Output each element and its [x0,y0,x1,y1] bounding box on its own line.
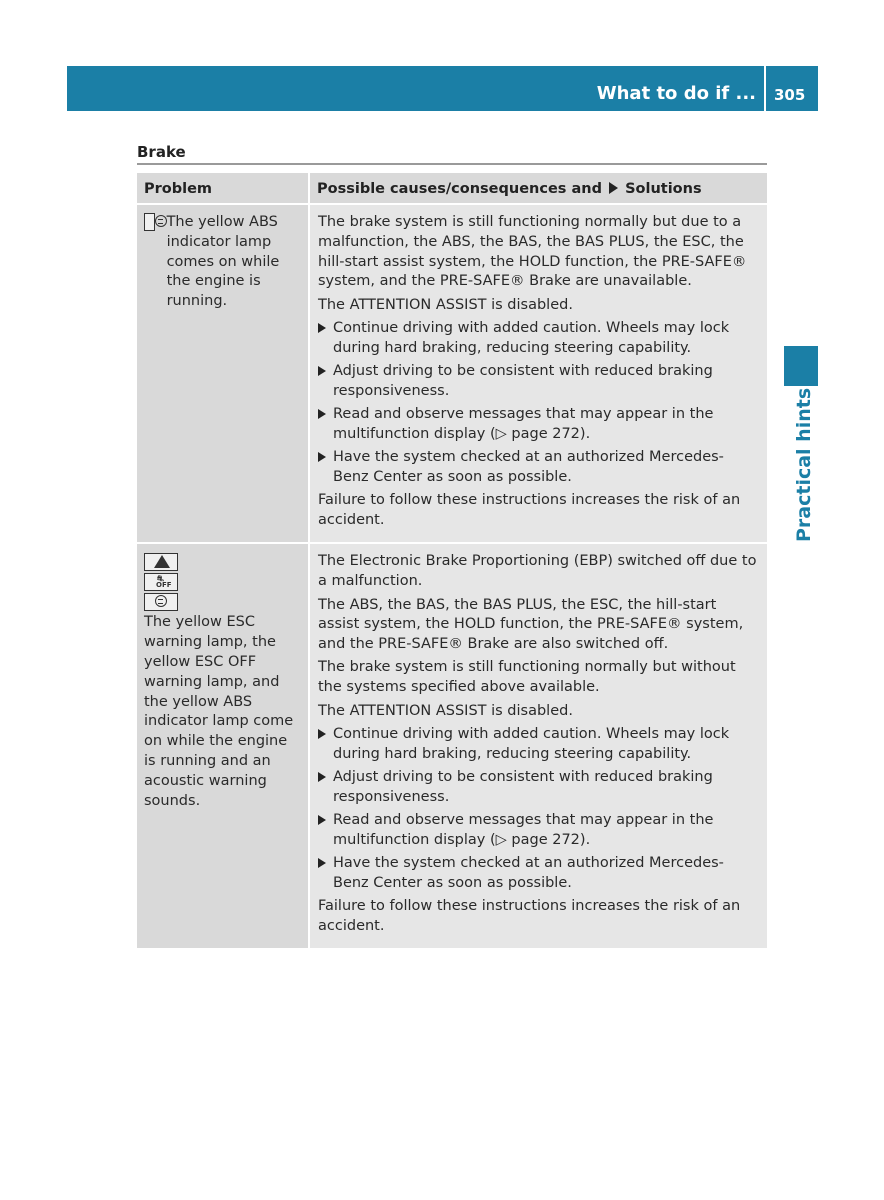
bullet-arrow-icon [318,452,326,462]
warning-paragraph: Failure to follow these instructions increases the risk of an accident. [318,492,741,529]
problem-cell [137,205,310,542]
header-title: What to do if ... [596,83,756,104]
header-solutions-suffix: Solutions [625,181,702,197]
cause-paragraph: The ABS, the BAS, the BAS PLUS, the ESC, the hill-start assist system, the HOLD function, the PRE-SAFE® system, and the PRE-SAFE® Brake are also switched off. [318,596,744,653]
solution-step: Have the system checked at an authorized Mercedes-Benz Center as soon as possible. [318,854,759,894]
problem-table [137,173,767,950]
solution-step: Adjust driving to be consistent with reduced braking responsiveness. [318,362,759,402]
esc-off-icon: ⛐ OFF [144,573,178,591]
cause-paragraph: The ATTENTION ASSIST is disabled. [318,296,573,313]
esc-warning-icon [144,553,178,571]
solution-cell [310,544,767,948]
section-divider [137,163,767,165]
solution-step: Adjust driving to be consistent with reduced braking responsiveness. [318,768,759,808]
problem-cell [137,544,310,948]
warning-paragraph: Failure to follow these instructions increases the risk of an accident. [318,898,741,934]
header-solutions [310,173,767,203]
side-tab-label: Practical hints [793,387,815,542]
solution-step: Have the system checked at an authorized Mercedes-Benz Center as soon as possible. [318,448,759,488]
bullet-arrow-icon [318,729,326,739]
bullet-arrow-icon [318,409,326,419]
solution-step: Read and observe messages that may appear in the multifunction display (▷ page 272). [318,405,759,445]
bullet-arrow-icon [318,815,326,825]
solution-step: Continue driving with added caution. Wheels may lock during hard braking, reducing steering capability. [318,319,759,359]
bullet-arrow-icon [318,858,326,868]
abs-indicator-icon [144,593,178,611]
abs-indicator-icon [144,213,155,231]
bullet-arrow-icon [318,323,326,333]
header-solutions-prefix: Possible causes/consequences and [317,181,602,197]
cause-paragraph: The brake system is still functioning normally but without the systems specified above available. [318,659,736,696]
table-header [137,173,767,205]
header-problem: Problem [137,173,310,203]
problem-text: The yellow ABS indicator lamp comes on while the engine is running. [166,214,280,310]
page-number: 305 [774,86,806,104]
side-tab-marker [784,346,818,386]
arrow-right-icon [609,182,618,194]
section-title: Brake [137,143,186,161]
bullet-arrow-icon [318,366,326,376]
cause-paragraph: The brake system is still functioning normally but due to a malfunction, the ABS, the BAS, the BAS PLUS, the ESC, the hill-start assist system, the HOLD function, the PRE-SAFE® system, and the PRE-SAFE® Brake are unavailable. [318,214,747,290]
cause-paragraph: The ATTENTION ASSIST is disabled. [318,702,573,719]
solution-cell [310,205,767,542]
table-row [137,205,767,544]
solution-step: Read and observe messages that may appear in the multifunction display (▷ page 272). [318,811,759,851]
problem-text: The yellow ESC warning lamp, the yellow ESC OFF warning lamp, and the yellow ABS indicator lamp come on while the engine is running and an acoustic warning sounds. [144,614,294,809]
bullet-arrow-icon [318,772,326,782]
header-divider [764,66,766,111]
solution-step: Continue driving with added caution. Wheels may lock during hard braking, reducing steering capability. [318,725,759,765]
page-header [67,66,818,111]
table-row [137,544,767,950]
cause-paragraph: The Electronic Brake Proportioning (EBP) switched off due to a malfunction. [318,553,757,590]
